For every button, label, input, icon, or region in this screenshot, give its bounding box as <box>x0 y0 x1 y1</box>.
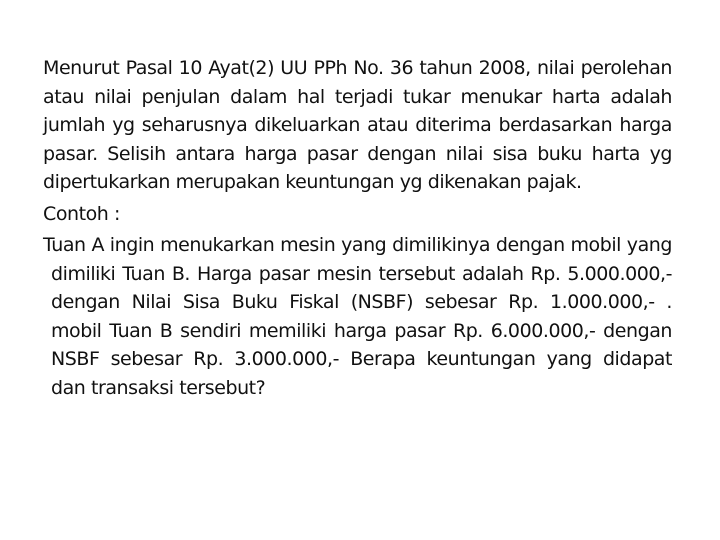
definition-paragraph: Menurut Pasal 10 Ayat(2) UU PPh No. 36 tahun 2008, nilai perolehan atau nilai penjulan dalam hal terjadi tukar menukar harta adalah jumlah yg seharusnya dikeluarkan atau diterima berdasarkan harga pasar. Selisih antara harga pasar dengan nilai sisa buku harta yg dipertukarkan merupakan keuntungan yg dikenakan pajak. <box>43 57 672 193</box>
slide-content <box>43 54 672 402</box>
example-label: Contoh : <box>43 202 120 225</box>
example-paragraph: Tuan A ingin menukarkan mesin yang dimilikinya dengan mobil yang dimiliki Tuan B. Harga pasar mesin tersebut adalah Rp. 5.000.000,- dengan Nilai Sisa Buku Fiskal (NSBF) sebesar Rp. 1.000.000,- . mobil Tuan B sendiri memiliki harga pasar Rp. 6.000.000,- dengan NSBF sebesar Rp. 3.000.000,- Berapa keuntungan yang didapat dan transaksi tersebut? <box>43 234 672 399</box>
